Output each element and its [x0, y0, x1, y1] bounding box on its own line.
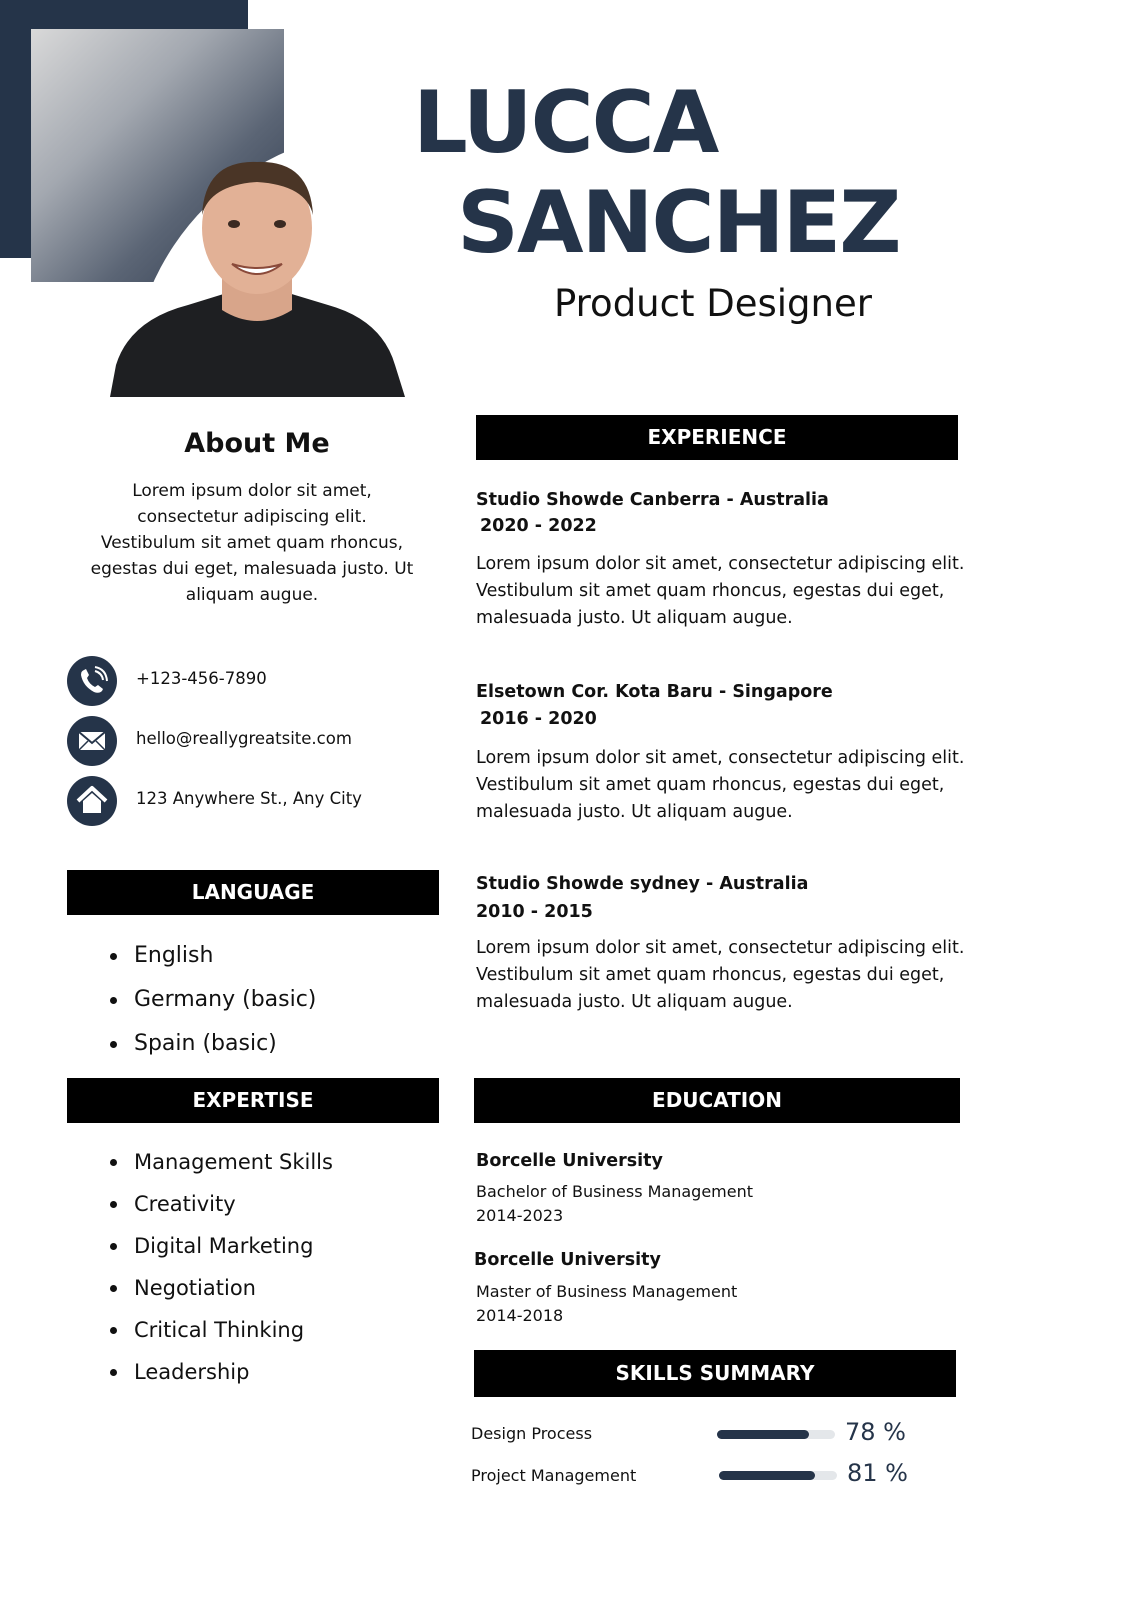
job-years: 2020 - 2022 — [480, 516, 597, 536]
job-years: 2016 - 2020 — [480, 709, 597, 729]
list-item: Germany (basic) — [106, 978, 316, 1022]
education-years: 2014-2018 — [476, 1306, 564, 1325]
education-degree: Bachelor of Business Management — [476, 1182, 754, 1201]
home-icon — [67, 776, 117, 826]
expertise-list — [106, 1141, 333, 1393]
skill-progress-fill — [717, 1430, 809, 1439]
expertise-heading: EXPERTISE — [67, 1078, 439, 1123]
phone-icon — [67, 656, 117, 706]
about-heading: About Me — [184, 428, 330, 459]
list-item: Critical Thinking — [106, 1309, 333, 1351]
list-item: Spain (basic) — [106, 1022, 316, 1066]
mail-icon — [67, 716, 117, 766]
list-item: Creativity — [106, 1183, 333, 1225]
job-description: Lorem ipsum dolor sit amet, consectetur adipiscing elit. Vestibulum sit amet quam rhoncus, egestas dui eget, malesuada justo. Ut aliquam augue. — [476, 748, 965, 822]
skill-progress-fill — [719, 1471, 815, 1480]
education-years: 2014-2023 — [476, 1206, 564, 1225]
education-school: Borcelle University — [474, 1250, 661, 1270]
first-name: LUCCA — [413, 73, 718, 173]
list-item: English — [106, 934, 316, 978]
last-name: SANCHEZ — [457, 173, 900, 273]
language-heading: LANGUAGE — [67, 870, 439, 915]
language-list — [106, 934, 316, 1066]
skill-percent: 78 % — [845, 1418, 906, 1446]
skill-progress-track — [717, 1430, 835, 1439]
list-item: Digital Marketing — [106, 1225, 333, 1267]
skills-heading: SKILLS SUMMARY — [474, 1350, 956, 1397]
experience-heading: EXPERIENCE — [476, 415, 958, 460]
job-company: Studio Showde sydney - Australia — [476, 874, 809, 894]
phone-text: +123-456-7890 — [136, 669, 267, 688]
profile-photo — [110, 160, 405, 397]
skill-label: Project Management — [471, 1466, 637, 1485]
education-degree: Master of Business Management — [476, 1282, 738, 1301]
education-school: Borcelle University — [476, 1151, 663, 1171]
skill-progress-track — [719, 1471, 837, 1480]
skill-percent: 81 % — [847, 1459, 908, 1487]
email-text: hello@reallygreatsite.com — [136, 729, 352, 748]
address-text: 123 Anywhere St., Any City — [136, 789, 362, 808]
job-company: Studio Showde Canberra - Australia — [476, 490, 829, 510]
job-company: Elsetown Cor. Kota Baru - Singapore — [476, 682, 833, 702]
job-title: Product Designer — [554, 282, 872, 325]
job-description: Lorem ipsum dolor sit amet, consectetur adipiscing elit. Vestibulum sit amet quam rhoncus, egestas dui eget, malesuada justo. Ut aliquam augue. — [476, 938, 965, 1012]
list-item: Management Skills — [106, 1141, 333, 1183]
skill-label: Design Process — [471, 1424, 593, 1443]
job-years: 2010 - 2015 — [476, 902, 593, 922]
job-description: Lorem ipsum dolor sit amet, consectetur adipiscing elit. Vestibulum sit amet quam rhoncus, egestas dui eget, malesuada justo. Ut aliquam augue. — [476, 554, 965, 628]
list-item: Leadership — [106, 1351, 333, 1393]
education-heading: EDUCATION — [474, 1078, 960, 1123]
about-text: Lorem ipsum dolor sit amet, consectetur adipiscing elit. Vestibulum sit amet quam rhoncus, egestas dui eget, malesuada justo. Ut aliquam augue. — [90, 481, 414, 605]
list-item: Negotiation — [106, 1267, 333, 1309]
